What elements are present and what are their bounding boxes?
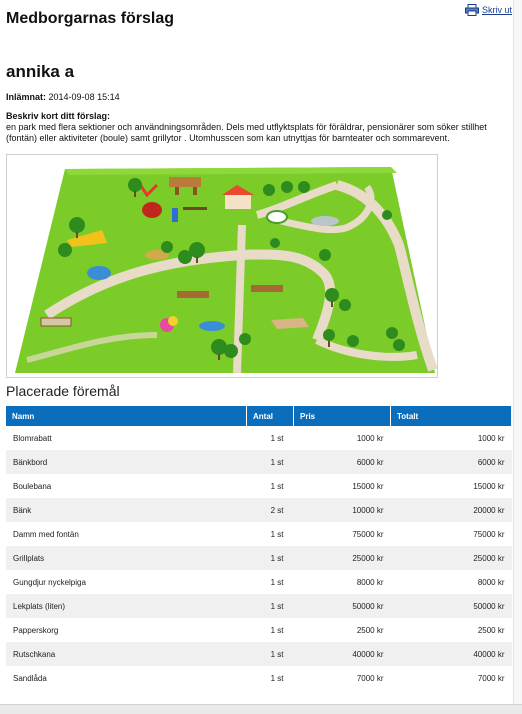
cell-total: 50000 kr xyxy=(391,594,512,618)
cell-total: 7000 kr xyxy=(391,666,512,690)
cell-price: 50000 kr xyxy=(294,594,391,618)
cell-qty: 1 st xyxy=(247,426,294,450)
cell-name: Papperskorg xyxy=(6,618,247,642)
cell-name: Grillplats xyxy=(6,546,247,570)
park-map-image xyxy=(6,154,438,378)
table-row xyxy=(6,426,512,450)
column-header-total: Totalt xyxy=(391,406,512,426)
column-header-name: Namn xyxy=(6,406,247,426)
cell-price: 6000 kr xyxy=(294,450,391,474)
description-label: Beskriv kort ditt förslag: xyxy=(6,111,111,121)
table-row xyxy=(6,522,512,546)
cell-name: Rutschkana xyxy=(6,642,247,666)
submitted-line xyxy=(6,92,120,102)
page-title: Medborgarnas förslag xyxy=(6,10,175,27)
cell-qty: 1 st xyxy=(247,618,294,642)
cell-name: Sandlåda xyxy=(6,666,247,690)
cell-name: Bänkbord xyxy=(6,450,247,474)
placed-items-title: Placerade föremål xyxy=(6,383,120,399)
cell-price: 15000 kr xyxy=(294,474,391,498)
cell-price: 1000 kr xyxy=(294,426,391,450)
table-header-row xyxy=(6,406,512,426)
cell-total: 25000 kr xyxy=(391,546,512,570)
cell-total: 40000 kr xyxy=(391,642,512,666)
cell-name: Bänk xyxy=(6,498,247,522)
proposal-author: annika a xyxy=(6,62,75,81)
column-header-price: Pris xyxy=(294,406,391,426)
cell-price: 2500 kr xyxy=(294,618,391,642)
table-row xyxy=(6,666,512,690)
table-row xyxy=(6,642,512,666)
column-header-qty: Antal xyxy=(247,406,294,426)
cell-price: 75000 kr xyxy=(294,522,391,546)
cell-qty: 1 st xyxy=(247,546,294,570)
cell-qty: 1 st xyxy=(247,522,294,546)
cell-total: 20000 kr xyxy=(391,498,512,522)
cell-price: 7000 kr xyxy=(294,666,391,690)
cell-total: 8000 kr xyxy=(391,570,512,594)
cell-total: 15000 kr xyxy=(391,474,512,498)
table-row xyxy=(6,618,512,642)
description-text: en park med flera sektioner och användningsområden. Dels med utflyktsplats för föräldrar, pensionärer som söker stillhet (fontän) eller aktiviteter (boule) samt grillytor . Utomhusscen som kan utnyttjas för barnteater och sommarevent. xyxy=(6,122,487,143)
print-link[interactable] xyxy=(465,4,512,16)
print-label[interactable]: Skriv ut xyxy=(481,5,512,15)
cell-name: Lekplats (liten) xyxy=(6,594,247,618)
cell-qty: 1 st xyxy=(247,666,294,690)
cell-name: Damm med fontän xyxy=(6,522,247,546)
table-row xyxy=(6,570,512,594)
cell-qty: 1 st xyxy=(247,570,294,594)
table-row xyxy=(6,498,512,522)
placed-items-table xyxy=(6,406,512,690)
cell-total: 6000 kr xyxy=(391,450,512,474)
table-row xyxy=(6,474,512,498)
cell-total: 1000 kr xyxy=(391,426,512,450)
cell-price: 10000 kr xyxy=(294,498,391,522)
cell-price: 25000 kr xyxy=(294,546,391,570)
scrollbar-track[interactable] xyxy=(513,0,522,704)
cell-name: Gungdjur nyckelpiga xyxy=(6,570,247,594)
submitted-value: 2014-09-08 15:14 xyxy=(48,92,120,102)
cell-total: 75000 kr xyxy=(391,522,512,546)
printer-icon xyxy=(465,4,479,16)
cell-price: 8000 kr xyxy=(294,570,391,594)
table-row xyxy=(6,594,512,618)
cell-qty: 1 st xyxy=(247,474,294,498)
cell-price: 40000 kr xyxy=(294,642,391,666)
cell-total: 2500 kr xyxy=(391,618,512,642)
cell-qty: 1 st xyxy=(247,642,294,666)
cell-qty: 1 st xyxy=(247,450,294,474)
cell-qty: 1 st xyxy=(247,594,294,618)
table-row xyxy=(6,546,512,570)
table-row xyxy=(6,450,512,474)
cell-name: Boulebana xyxy=(6,474,247,498)
cell-name: Blomrabatt xyxy=(6,426,247,450)
cell-qty: 2 st xyxy=(247,498,294,522)
submitted-label: Inlämnat: xyxy=(6,92,47,102)
